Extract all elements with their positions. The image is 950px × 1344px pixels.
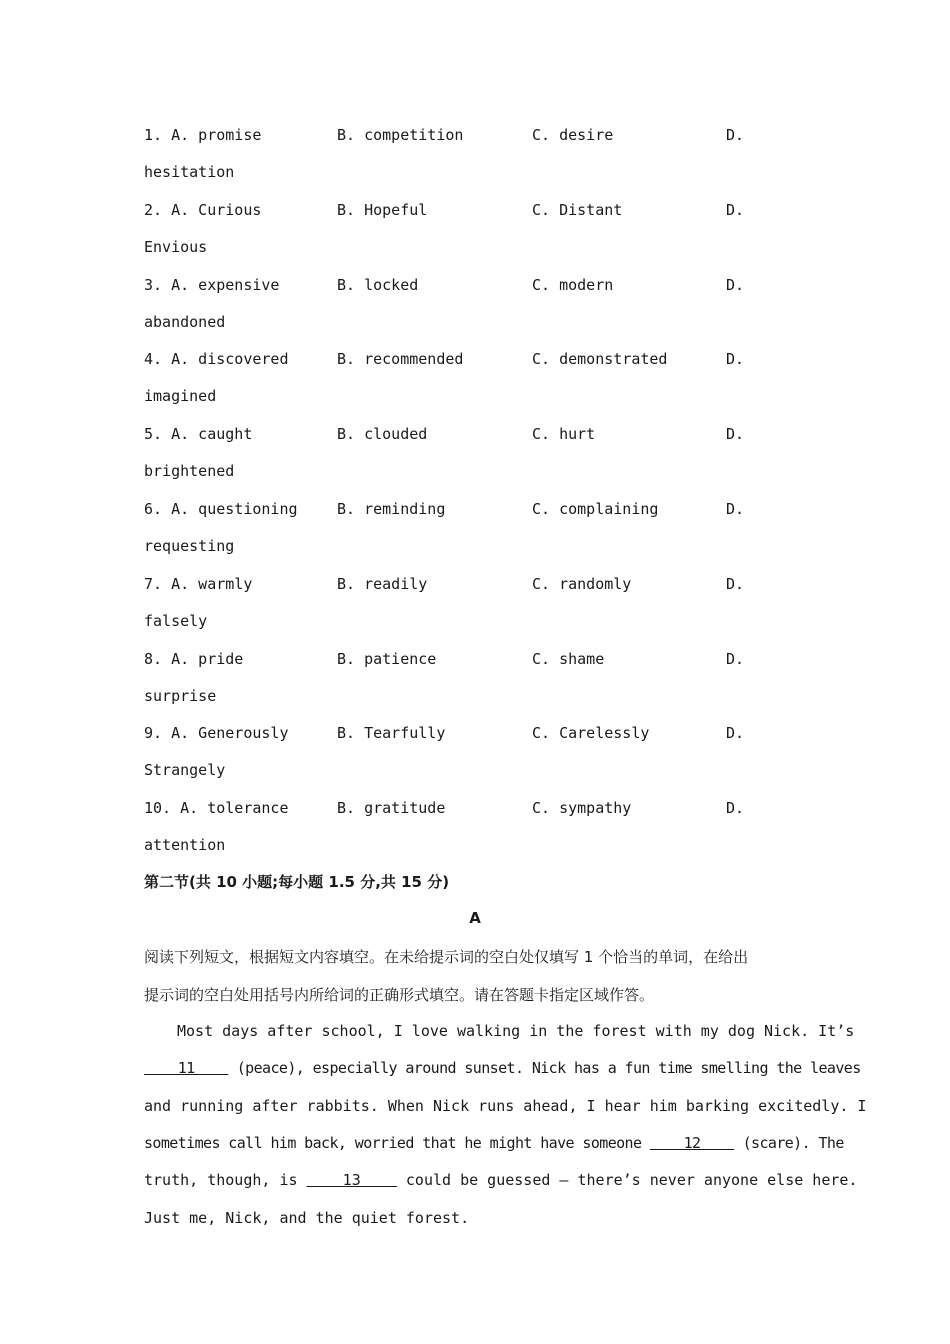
option-d-label: D. <box>726 425 745 443</box>
option-d-label: D. <box>726 276 745 294</box>
passage-line-4-pre: sometimes call him back, worried that he might have someone <box>144 1134 650 1152</box>
blank-11: 11 <box>144 1059 229 1077</box>
option-a: A. Generously <box>171 724 289 742</box>
option-a: A. caught <box>171 425 253 443</box>
option-d-text: attention <box>144 836 226 854</box>
question-number: 6. <box>144 500 163 518</box>
question-item <box>144 575 814 650</box>
option-c: C. Carelessly <box>532 724 650 742</box>
question-number-and-option-a <box>144 425 252 443</box>
option-d-text: brightened <box>144 462 235 480</box>
option-b: B. Hopeful <box>337 201 428 219</box>
option-c: C. desire <box>532 126 614 144</box>
option-b: B. Tearfully <box>337 724 446 742</box>
question-number-and-option-a <box>144 650 243 668</box>
question-number: 5. <box>144 425 163 443</box>
option-a: A. promise <box>171 126 262 144</box>
option-b: B. recommended <box>337 350 464 368</box>
option-d-label: D. <box>726 201 745 219</box>
passage-line-1: Most days after school, I love walking in the forest with my dog Nick. It’s <box>177 1022 855 1040</box>
section-title: 第二节(共 10 小题;每小题 1.5 分,共 15 分) <box>144 873 450 891</box>
option-d-text: requesting <box>144 537 235 555</box>
blank-12: 12 <box>649 1134 735 1152</box>
option-d-text: falsely <box>144 612 208 630</box>
question-item <box>144 650 814 725</box>
question-number: 7. <box>144 575 163 593</box>
option-d-label: D. <box>726 575 745 593</box>
option-b: B. locked <box>337 276 419 294</box>
passage-line-5 <box>144 1171 858 1189</box>
question-item <box>144 201 814 276</box>
option-c: C. hurt <box>532 425 596 443</box>
question-item <box>144 276 814 351</box>
question-item <box>144 126 814 201</box>
passage-line-6: Just me, Nick, and the quiet forest. <box>144 1209 470 1227</box>
option-a: A. questioning <box>171 500 298 518</box>
option-b: B. gratitude <box>337 799 446 817</box>
option-a: A. warmly <box>171 575 253 593</box>
option-d-label: D. <box>726 650 745 668</box>
option-b: B. patience <box>337 650 437 668</box>
passage-line-4 <box>144 1134 844 1152</box>
instruction-line-1: 阅读下列短文，根据短文内容填空。在未给提示词的空白处仅填写 1 个恰当的单词，在给出 <box>144 948 749 966</box>
blank-13: 13 <box>306 1171 397 1189</box>
option-d-text: hesitation <box>144 163 235 181</box>
option-c: C. modern <box>532 276 614 294</box>
question-item <box>144 724 814 799</box>
option-d-text: Strangely <box>144 761 226 779</box>
question-number: 1. <box>144 126 163 144</box>
instruction-line-2: 提示词的空白处用括号内所给词的正确形式填空。请在答题卡指定区域作答。 <box>144 986 655 1004</box>
question-number: 4. <box>144 350 163 368</box>
option-c: C. demonstrated <box>532 350 668 368</box>
option-a: A. tolerance <box>180 799 289 817</box>
option-d-text: surprise <box>144 687 217 705</box>
question-number-and-option-a <box>144 724 289 742</box>
option-d-label: D. <box>726 500 745 518</box>
question-number: 9. <box>144 724 163 742</box>
question-item <box>144 799 814 874</box>
option-a: A. pride <box>171 650 244 668</box>
option-d-label: D. <box>726 799 745 817</box>
question-item <box>144 350 814 425</box>
option-d-label: D. <box>726 126 745 144</box>
option-c: C. sympathy <box>532 799 632 817</box>
option-b: B. reminding <box>337 500 446 518</box>
passage-line-2-text: (peace), especially around sunset. Nick has a fun time smelling the leaves <box>228 1059 861 1077</box>
question-number: 3. <box>144 276 163 294</box>
option-d-label: D. <box>726 724 745 742</box>
option-c: C. randomly <box>532 575 632 593</box>
passage-line-4-post: (scare). The <box>734 1134 844 1152</box>
question-number: 2. <box>144 201 163 219</box>
question-number: 10. <box>144 799 172 817</box>
option-d-text: Envious <box>144 238 208 256</box>
question-number-and-option-a <box>144 350 289 368</box>
passage-line-5-pre: truth, though, is <box>144 1171 307 1189</box>
option-a: A. discovered <box>171 350 289 368</box>
question-number-and-option-a <box>144 500 298 518</box>
option-d-label: D. <box>726 350 745 368</box>
question-item <box>144 500 814 575</box>
question-number-and-option-a <box>144 126 261 144</box>
option-a: A. Curious <box>171 201 262 219</box>
option-d-text: imagined <box>144 387 217 405</box>
question-number: 8. <box>144 650 163 668</box>
option-d-text: abandoned <box>144 313 226 331</box>
option-b: B. clouded <box>337 425 428 443</box>
question-number-and-option-a <box>144 799 289 817</box>
question-number-and-option-a <box>144 201 261 219</box>
passage-line-5-post: could be guessed — there’s never anyone else here. <box>396 1171 858 1189</box>
option-c: C. Distant <box>532 201 623 219</box>
passage-letter: A <box>469 909 481 927</box>
option-b: B. competition <box>337 126 464 144</box>
passage-line-2 <box>144 1059 861 1077</box>
question-number-and-option-a <box>144 276 279 294</box>
question-number-and-option-a <box>144 575 252 593</box>
question-item <box>144 425 814 500</box>
option-b: B. readily <box>337 575 428 593</box>
option-a: A. expensive <box>171 276 280 294</box>
option-c: C. complaining <box>532 500 659 518</box>
passage-line-3: and running after rabbits. When Nick runs ahead, I hear him barking excitedly. I <box>144 1097 867 1115</box>
option-c: C. shame <box>532 650 605 668</box>
